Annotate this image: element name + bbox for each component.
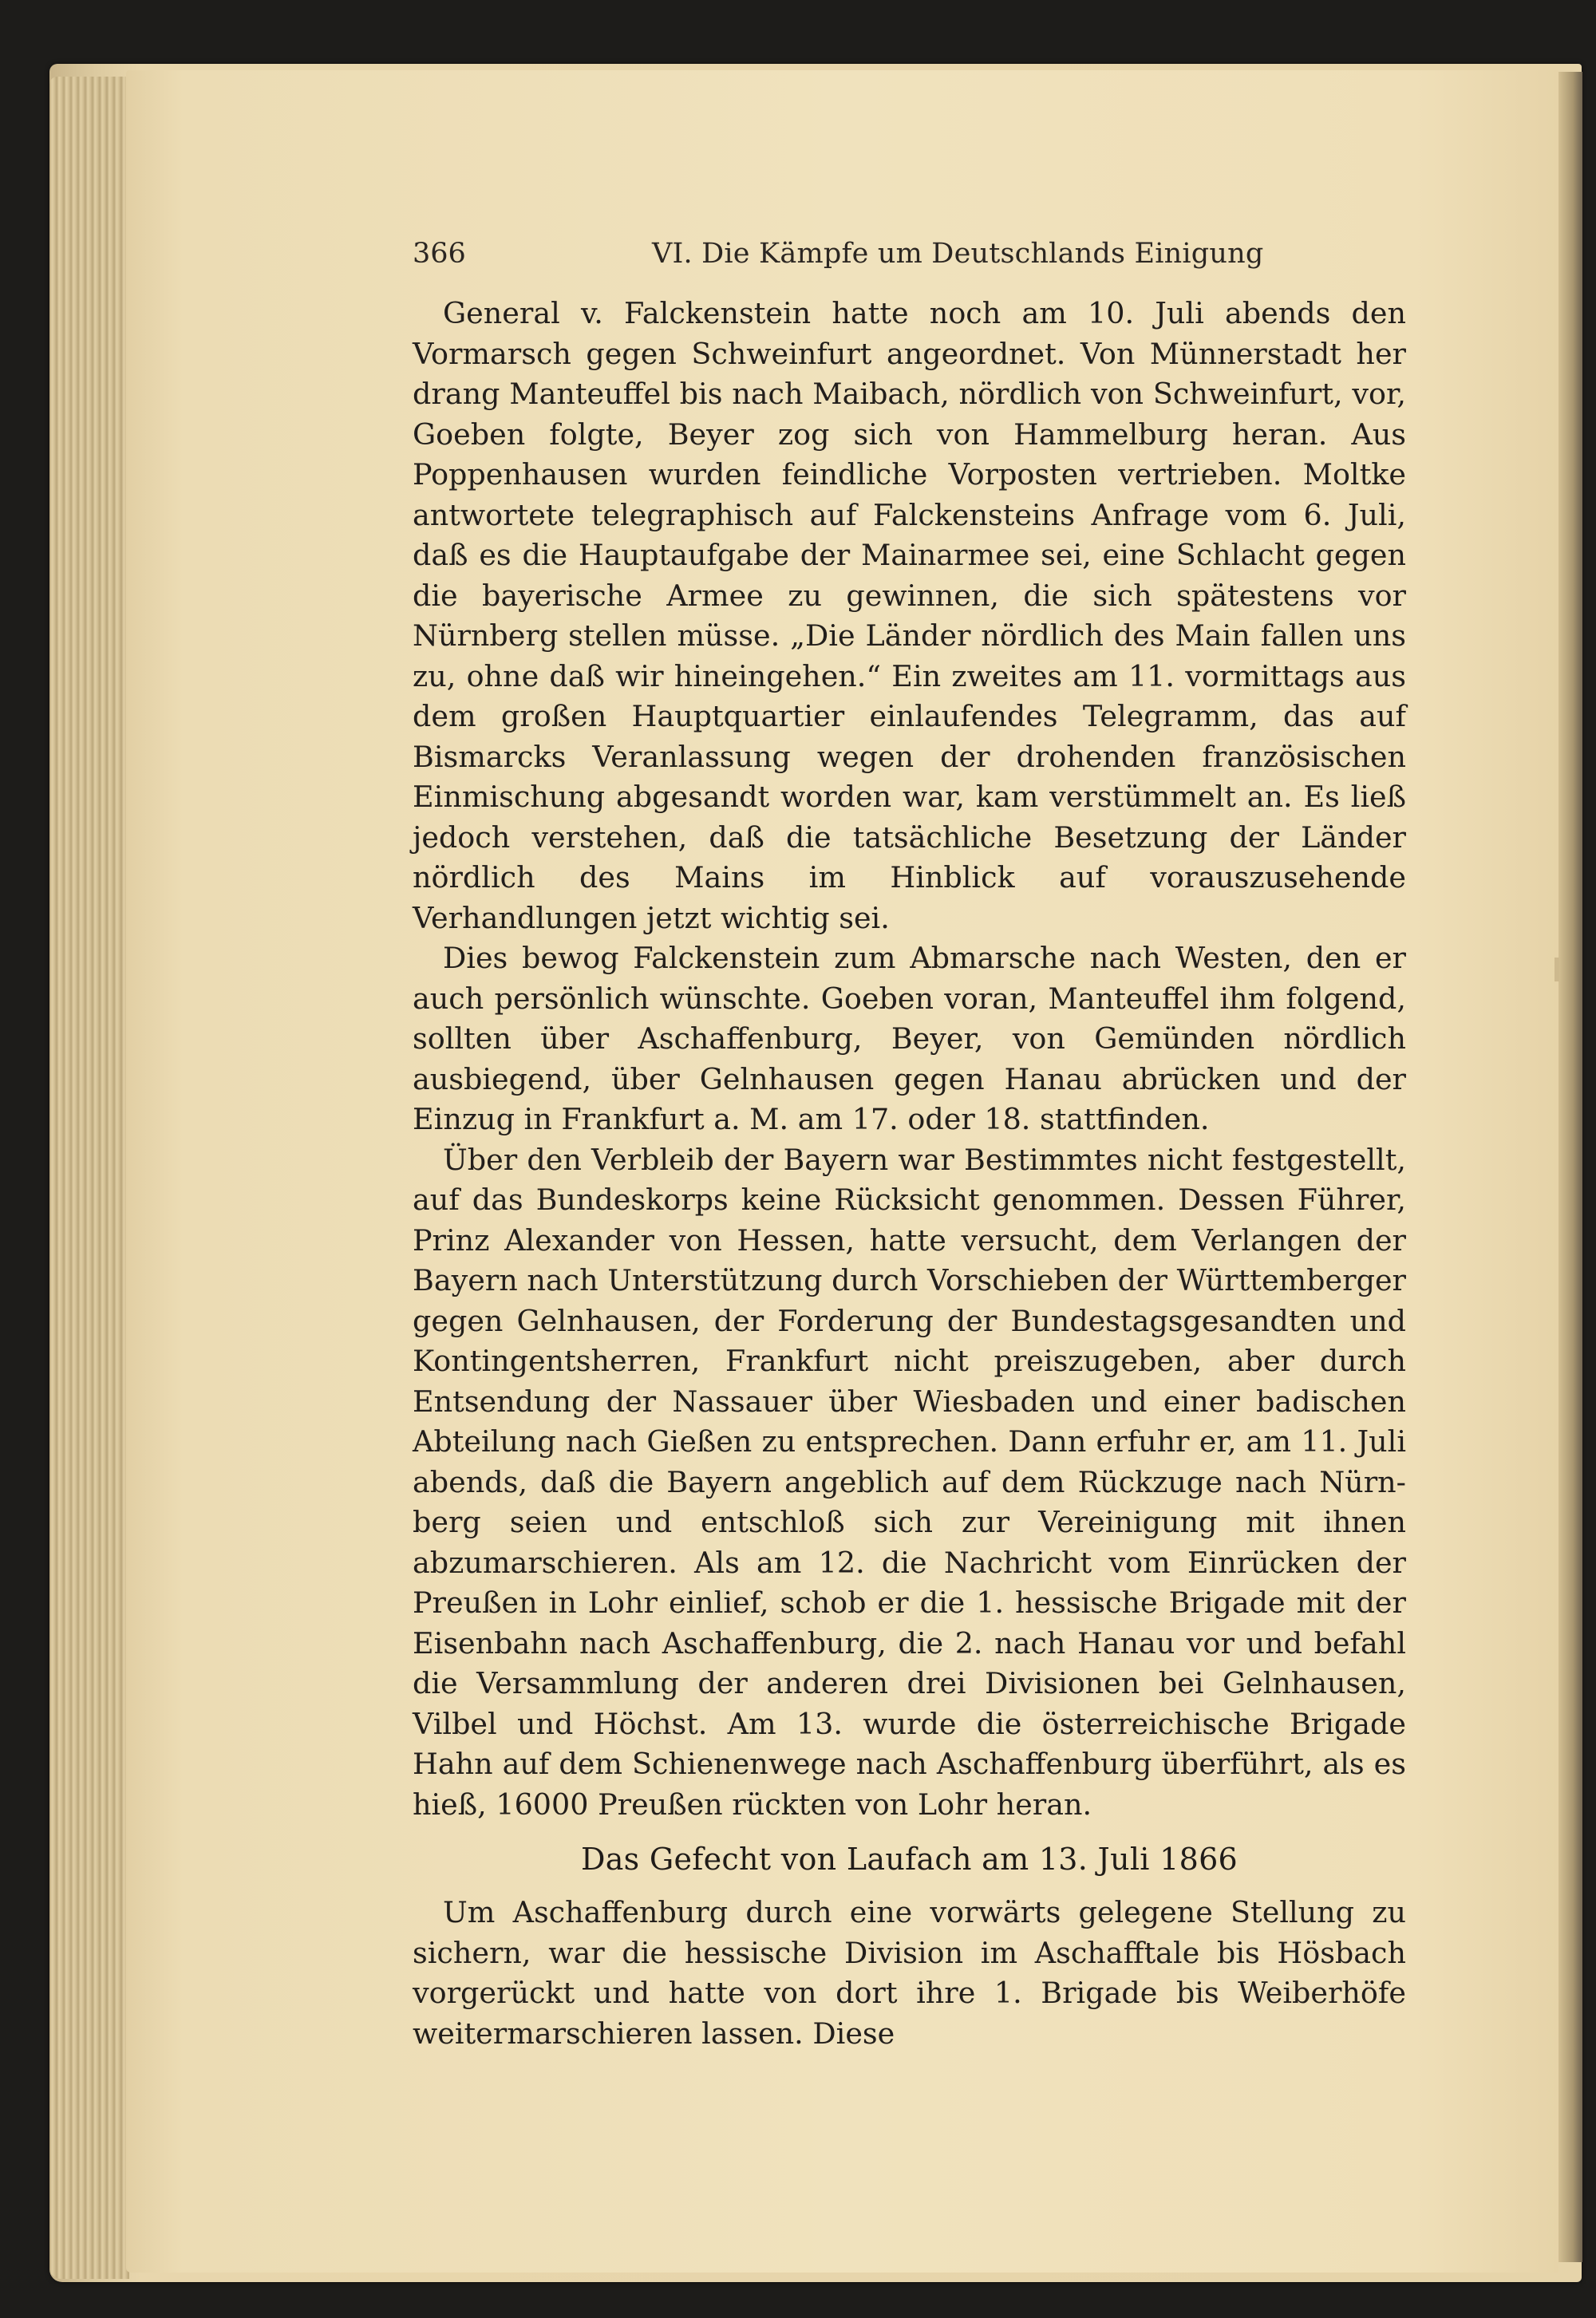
page-number: 366 <box>413 238 466 270</box>
section-heading: Das Gefecht von Laufach am 13. Juli 1866 <box>580 1842 1238 1877</box>
paragraph: Dies bewog Falckenstein zum Abmarsche nach Westen, den er auch persönlich wünschte. Goeben voran, Manteuffel ihm folgend, sollten über Aschaffenburg, Beyer, von Gemünden nördlich ausbiegend, über Gelnhausen gegen Hanau abrücken und der Einzug in Frankfurt a. M. am 17. oder 18. stattfinden. <box>413 941 1406 1136</box>
page-header <box>413 238 1410 281</box>
book-gutter <box>1558 72 1582 2262</box>
paragraph: Über den Verbleib der Bayern war Bestimmtes nicht festgestellt, auf das Bundeskorps keine Rücksicht genommen. Dessen Führer, Prinz Alexander von Hessen, hatte versucht, dem Verlangen der Bayern nach Unterstützung durch Vorschieben der Württemberger gegen Gelnhausen, der Forderung der Bundestagsgesandten und Kontingentsherren, Frankfurt nicht preiszugeben, aber durch Entsendung der Nassauer über Wiesbaden und einer badischen Abteilung nach Gießen zu entsprechen. Dann erfuhr er, am 11. Juli abends, daß die Bayern angeblich auf dem Rückzuge nach Nürnberg seien und entschloß sich zur Vereinigung mit ihnen abzumarschieren. Als am 12. die Nachricht vom Einrücken der Preußen in Lohr einlief, schob er die 1. hessische Brigade mit der Eisenbahn nach Aschaffenburg, die 2. nach Hanau vor und befahl die Versammlung der anderen drei Divisionen bei Gelnhausen, Vilbel und Höchst. Am 13. wurde die österreichische Brigade Hahn auf dem Schienenwege nach Aschaffenburg überführt, als es hieß, 16000 Preußen rückten von Lohr heran. <box>413 1142 1406 1822</box>
page-edges <box>49 77 129 2279</box>
paragraph: General v. Falckenstein hatte noch am 10. Juli abends den Vormarsch gegen Schweinfurt angeordnet. Von Münnerstadt her drang Manteuffel bis nach Maibach, nördlich von Schweinfurt, vor, Goeben folgte, Beyer zog sich von Hammelburg heran. Aus Poppenhausen wurden feindliche Vorposten vertrieben. Moltke antwortete telegraphisch auf Falckensteins Anfrage vom 6. Juli, daß es die Hauptaufgabe der Mainarmee sei, eine Schlacht gegen die bayerische Armee zu gewinnen, die sich spätestens vor Nürnberg stellen müsse. „Die Länder nördlich des Main fallen uns zu, ohne daß wir hineingehen.“ Ein zweites am 11. vormittags aus dem großen Hauptquartier einlaufendes Telegramm, das auf Bismarcks Veranlassung wegen der drohenden französischen Einmischung abgesandt worden war, kam verstümmelt an. Es ließ jedoch verstehen, daß die tatsächliche Besetzung der Länder nördlich des Mains im Hinblick auf vorauszusehende Verhandlungen jetzt wichtig sei. <box>413 296 1406 935</box>
paragraph: Um Aschaffenburg durch eine vorwärts gelegene Stellung zu sichern, war die hessische Division im Aschafftale bis Hösbach vorgerückt und hatte von dort ihre 1. Brigade bis Weiberhöfe weitermarschieren lassen. Diese <box>413 1895 1406 2051</box>
body-text <box>413 294 1406 2054</box>
running-title: VI. Die Kämpfe um Deutschlands Einigung <box>652 238 1264 270</box>
page-fold-mark <box>1555 958 1559 981</box>
